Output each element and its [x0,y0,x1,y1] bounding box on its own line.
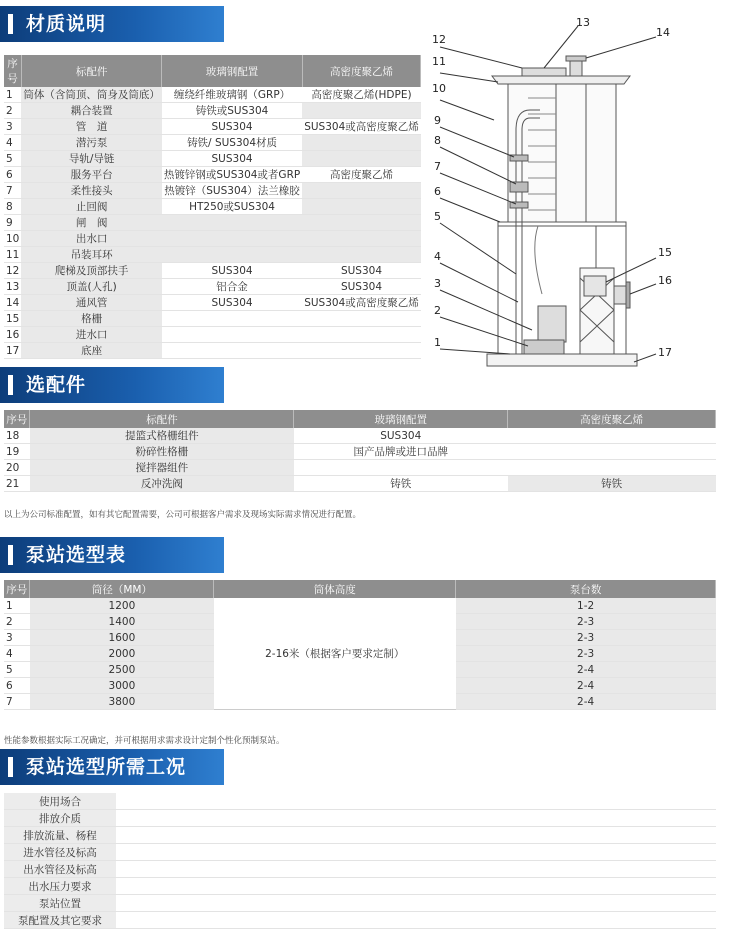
table-cell: 2 [4,614,30,630]
table-row [4,231,421,247]
table-cell: 止回阀 [21,199,162,215]
table-cell: 3800 [30,694,214,710]
callout-label: 3 [434,277,441,290]
table-cell [302,311,421,327]
table-cell: 2-4 [456,662,716,678]
callout-label: 9 [434,114,441,127]
section-title: 选配件 [26,374,87,396]
table-row [4,428,716,444]
table-cell: 6 [4,678,30,694]
tank-upper [508,80,616,222]
table-cell [116,861,716,878]
table-cell [162,215,302,231]
table-cell: 13 [6,280,20,293]
table-cell [116,810,716,827]
table-cell: SUS304或高密度聚乙烯 [302,295,421,311]
table-cell: SUS304 [162,151,302,167]
table-cell: 7 [4,694,30,710]
table-row [4,215,421,231]
table-cell: 铸铁 [508,476,716,492]
table-cell: 17 [6,344,20,357]
table-cell: 高密度聚乙烯 [302,167,421,183]
table-row [4,343,421,359]
base-plate [487,354,637,366]
table-cell [302,247,421,263]
table-cell: 高密度聚乙烯(HDPE) [302,87,421,103]
table-row [4,861,716,878]
col-header: 高密度聚乙烯 [302,55,421,87]
table-cell [302,151,421,167]
callout-label: 6 [434,185,441,198]
table-row [4,327,421,343]
col-header: 序号 [4,410,30,428]
table-cell: SUS304或高密度聚乙烯 [302,119,421,135]
table-cell: 3 [4,630,30,646]
table-cell [302,327,421,343]
table-cell: 泵站位置 [4,895,116,912]
callout-label: 14 [656,26,670,39]
table-cell: 2500 [30,662,214,678]
table-cell: 1200 [30,598,214,614]
table-cell: 2-3 [456,646,716,662]
table-cell [508,460,716,476]
table-cell [302,199,421,215]
table-cell: 2-4 [456,694,716,710]
table-cell: 导轨/导链 [21,151,162,167]
table-cell: 19 [4,444,30,460]
table-cell: 1 [4,87,21,103]
table-cell [294,460,508,476]
callout-label: 5 [434,210,441,223]
callout-label: 8 [434,134,441,147]
table-row [4,199,421,215]
table-cell: 15 [6,312,20,325]
table-cell: 粉碎性格栅 [30,444,294,460]
table-cell: 9 [4,215,21,231]
table-cell [508,428,716,444]
col-header: 玻璃钢配置 [162,55,302,87]
table-cell [302,183,421,199]
table-cell: 搅拌器组件 [30,460,294,476]
conditions-table [4,793,716,929]
callout-label: 12 [432,33,446,46]
table-row [4,103,421,119]
callout-label: 7 [434,160,441,173]
table-cell [302,135,421,151]
table-header-row [4,580,716,598]
table-cell: SUS304 [302,263,421,279]
table-cell: 底座 [21,343,162,359]
table-cell [116,827,716,844]
callout-label: 11 [432,55,446,68]
table-cell: 进水口 [21,327,162,343]
col-header: 泵台数 [456,580,716,598]
table-row [4,810,716,827]
table-header-row [4,410,716,428]
table-cell: 2 [4,103,21,119]
table-row [4,311,421,327]
table-cell: 提篮式格栅组件 [30,428,294,444]
col-header: 筒径（MM） [30,580,214,598]
table-cell [116,895,716,912]
table-cell [116,793,716,810]
table-row [4,844,716,861]
table-row [4,295,421,311]
table-cell: 20 [4,460,30,476]
table-cell: 1 [4,598,30,614]
table-row [4,598,716,614]
table-cell [116,912,716,929]
table-cell: 吊装耳环 [21,247,162,263]
table-cell [116,844,716,861]
table-cell: 泵配置及其它要求 [4,912,116,929]
table-cell: 热镀锌（SUS304）法兰橡胶 [162,183,302,199]
table-cell: 4 [4,135,21,151]
section-title: 泵站选型表 [26,544,127,566]
selection-table [4,580,716,710]
callout-label: 2 [434,304,441,317]
table-cell: 1-2 [456,598,716,614]
table-row [4,183,421,199]
table-cell: 1600 [30,630,214,646]
callout-label: 17 [658,346,672,359]
table-cell: 爬梯及顶部扶手 [21,263,162,279]
table-cell: 排放流量、杨程 [4,827,116,844]
options-table [4,410,716,492]
pump [538,306,566,342]
table-row [4,247,421,263]
callout-label: 15 [658,246,672,259]
table-row [4,912,716,929]
table-cell: 21 [4,476,30,492]
table-cell: HT250或SUS304 [162,199,302,215]
table-row [4,279,421,295]
table-cell: 2-4 [456,678,716,694]
table-cell: 10 [6,232,20,245]
section-header-selection [0,537,224,573]
col-header: 高密度聚乙烯 [508,410,716,428]
materials-table [4,55,421,359]
table-cell: 7 [4,183,21,199]
table-cell: 铸铁/ SUS304材质 [162,135,302,151]
table-cell: 出水压力要求 [4,878,116,895]
table-cell: 11 [6,248,20,261]
table-row [4,87,421,103]
table-cell [162,231,302,247]
table-cell: 2000 [30,646,214,662]
table-cell: SUS304 [302,279,421,295]
table-cell: 服务平台 [21,167,162,183]
callout-label: 10 [432,82,446,95]
table-cell: 国产品牌或进口品牌 [294,444,508,460]
table-cell: 柔性接头 [21,183,162,199]
table-cell: 铸铁 [294,476,508,492]
table-cell [162,247,302,263]
table-row [4,460,716,476]
table-row [4,167,421,183]
table-cell: 顶盖(人孔) [21,279,162,295]
callout-label: 13 [576,16,590,29]
table-cell: SUS304 [162,263,302,279]
table-cell: 缠绕纤维玻璃钢（GRP） [162,87,302,103]
table-row [4,263,421,279]
table-cell: 耦合装置 [21,103,162,119]
table-cell: 2-3 [456,614,716,630]
table-cell: 管 道 [21,119,162,135]
table-cell: 2-3 [456,630,716,646]
table-cell [302,343,421,359]
table-cell: 12 [6,264,20,277]
table-cell: 14 [6,296,20,309]
col-header: 玻璃钢配置 [294,410,508,428]
table-cell: 使用场合 [4,793,116,810]
table-cell [116,878,716,895]
table-cell: 排放介质 [4,810,116,827]
table-cell: 8 [4,199,21,215]
table-row [4,444,716,460]
table-header-row [4,55,421,87]
table-cell: 5 [4,662,30,678]
table-row [4,151,421,167]
table-cell: 出水管径及标高 [4,861,116,878]
table-cell: 热镀锌钢或SUS304或者GRP [162,167,302,183]
table-cell: 格栅 [21,311,162,327]
table-cell: SUS304 [162,295,302,311]
table-cell [162,343,302,359]
col-header: 序号 [4,55,21,87]
table-row [4,895,716,912]
table-row [4,878,716,895]
table-cell: 出水口 [21,231,162,247]
table-cell: 16 [6,328,20,341]
section-title: 材质说明 [26,13,107,35]
col-header: 序号 [4,580,30,598]
callout-label: 16 [658,274,672,287]
callout-label: 1 [434,336,441,349]
selection-note: 性能参数根据实际工况确定，并可根据用求需求设计定制个性化预制泵站。 [4,736,285,746]
table-cell [162,327,302,343]
table-cell: 潜污泵 [21,135,162,151]
options-note: 以上为公司标准配置，如有其它配置需要，公司可根据客户需求及现场实际需求情况进行配置。 [4,510,362,520]
table-cell: 进水管径及标高 [4,844,116,861]
table-cell: SUS304 [162,119,302,135]
table-cell: 反冲洗阀 [30,476,294,492]
table-row [4,476,716,492]
table-row [4,135,421,151]
table-cell [162,311,302,327]
pump-station-diagram [420,10,720,370]
table-cell [302,231,421,247]
table-cell: SUS304 [294,428,508,444]
col-header: 标配件 [21,55,162,87]
col-header: 标配件 [30,410,294,428]
table-cell: 闸 阀 [21,215,162,231]
section-header-options [0,367,224,403]
table-cell: 3000 [30,678,214,694]
table-cell: 18 [4,428,30,444]
table-cell: 2-16米（根据客户要求定制） [214,598,456,710]
table-cell: 3 [4,119,21,135]
section-header-materials [0,6,224,42]
table-cell [508,444,716,460]
section-title: 泵站选型所需工况 [26,756,187,778]
table-cell: 铸铁或SUS304 [162,103,302,119]
table-cell: 5 [4,151,21,167]
callout-label: 4 [434,250,441,263]
table-cell: 1400 [30,614,214,630]
col-header: 筒体高度 [214,580,456,598]
table-cell: 6 [4,167,21,183]
table-row [4,827,716,844]
table-cell: 铝合金 [162,279,302,295]
table-cell: 筒体（含筒顶、筒身及筒底） [23,89,160,101]
table-row [4,119,421,135]
table-cell [302,215,421,231]
table-cell: 通风管 [21,295,162,311]
table-row [4,793,716,810]
table-cell [302,103,421,119]
section-header-conditions [0,749,224,785]
table-cell: 4 [4,646,30,662]
